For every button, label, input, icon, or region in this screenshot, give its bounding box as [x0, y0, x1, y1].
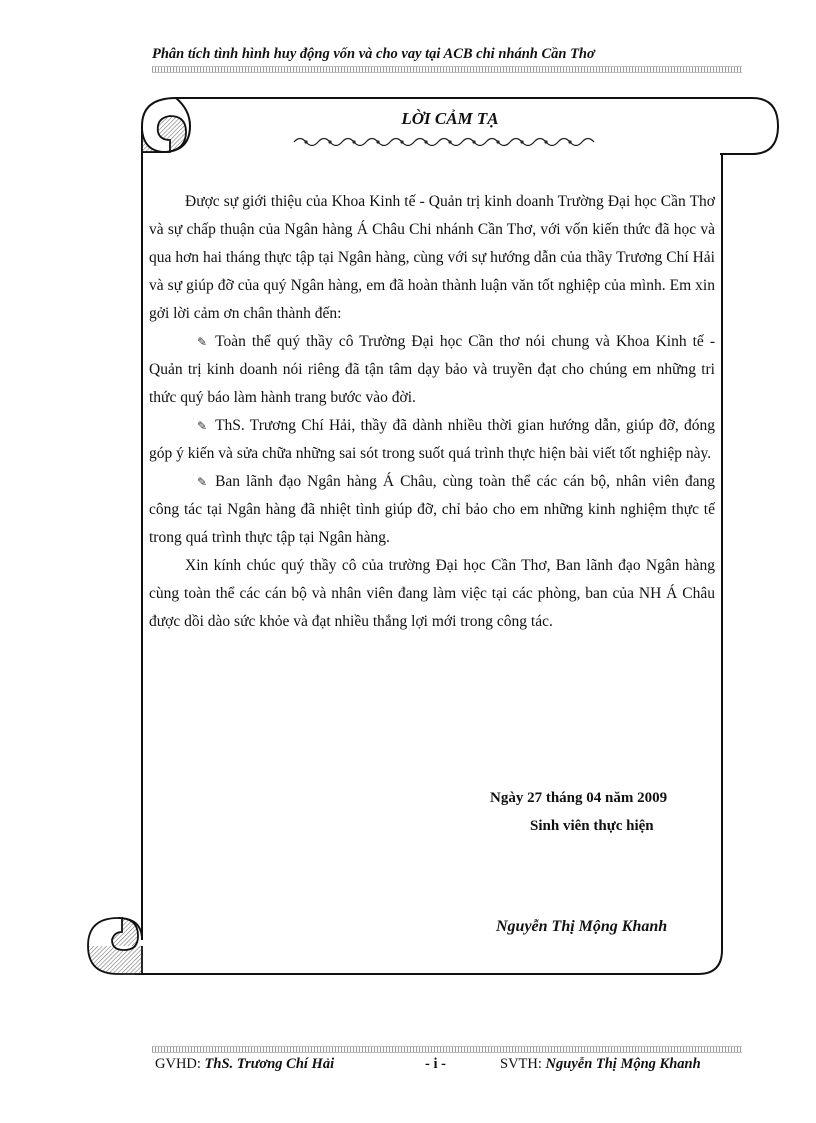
letter-title: LỜI CẢM TẠ [401, 109, 499, 128]
student-name: Nguyễn Thị Mộng Khanh [545, 1056, 701, 1072]
intro-paragraph: Được sự giới thiệu của Khoa Kinh tế - Quản trị kinh doanh Trường Đại học Cần Thơ và sự chấp thuận của Ngân hàng Á Châu Chi nhánh Cần Thơ, với vốn kiến thức đã học và qua hơn hai tháng thực tập tại Ngân hàng, cùng với sự hướng dẫn của thầy Trương Chí Hải và sự giúp đỡ của quý Ngân hàng, em đã hoàn thành luận văn tốt nghiệp của mình. Em xin gởi lời cảm ơn chân thành đến: [149, 193, 715, 322]
footer-advisor: GVHD: ThS. Trương Chí Hải [155, 1056, 335, 1072]
footer-student: SVTH: Nguyễn Thị Mộng Khanh [500, 1056, 701, 1072]
bottom-curl [88, 918, 142, 974]
page-number: - i - [425, 1056, 446, 1072]
running-header: Phân tích tình hình huy động vốn và cho vay tại ACB chi nhánh Cần Thơ [152, 46, 595, 62]
letter-date: Ngày 27 tháng 04 năm 2009 [490, 790, 668, 806]
top-curl [142, 116, 186, 152]
thanks-item: ✎ Ban lãnh đạo Ngân hàng Á Châu, cùng toàn thể các cán bộ, nhân viên đang công tác tại Ngân hàng đã nhiệt tình giúp đỡ, chỉ bảo cho em những kinh nghiệm thực tế trong quá trình thực tập tại Ngân hàng. [149, 473, 715, 546]
thanks-item: ✎ ThS. Trương Chí Hải, thầy đã dành nhiều thời gian hướng dẫn, giúp đỡ, đóng góp ý kiến và sửa chữa những sai sót trong suốt quá trình thực hiện bài viết tốt nghiệp này. [149, 417, 715, 462]
footer-rule [152, 1046, 742, 1053]
decorative-swirl-border-icon [290, 134, 610, 150]
pencil-icon: ✎ [197, 475, 208, 489]
pencil-icon: ✎ [197, 335, 208, 349]
letter-body [149, 188, 715, 636]
pencil-icon: ✎ [197, 419, 208, 433]
signer-role: Sinh viên thực hiện [530, 818, 654, 834]
advisor-name: ThS. Trương Chí Hải [204, 1056, 335, 1072]
closing-paragraph: Xin kính chúc quý thầy cô của trường Đại học Cần Thơ, Ban lãnh đạo Ngân hàng cùng toàn thể các cán bộ và nhân viên đang làm việc tại các phòng, ban của NH Á Châu được dồi dào sức khỏe và đạt nhiều thắng lợi mới trong công tác. [149, 557, 715, 630]
thanks-item: ✎ Toàn thể quý thầy cô Trường Đại học Cần thơ nói chung và Khoa Kinh tế - Quản trị kinh doanh nói riêng đã tận tâm dạy bảo và truyền đạt cho chúng em những tri thức quý báo làm hành trang bước vào đời. [149, 333, 715, 406]
signer-name: Nguyễn Thị Mộng Khanh [496, 918, 668, 935]
